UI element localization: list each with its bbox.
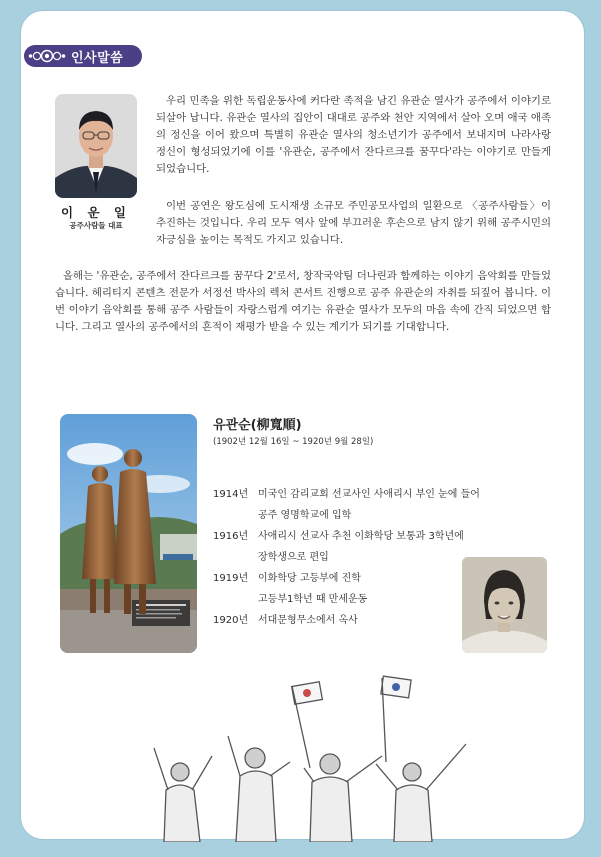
timeline-event: 서대문형무소에서 옥사 bbox=[258, 615, 358, 626]
greeting-paragraph-2: 이번 공연은 왕도심에 도시재생 소규모 주민공모사업의 일환으로 〈공주사람들〉이 추진하는 것입니다. 우리 모두 역사 앞에 부끄러운 후손으로 남지 않기 위해 공주시민의 자긍심을 높이는 목적도 가지고 있습니다. bbox=[156, 200, 551, 246]
timeline-event: 장학생으로 편입 bbox=[258, 552, 329, 563]
section-tab bbox=[24, 45, 142, 67]
section-title: 인사말씀 bbox=[71, 50, 124, 66]
timeline-row bbox=[213, 526, 553, 547]
timeline-year: 1916년 bbox=[213, 531, 249, 542]
statue-photo bbox=[60, 414, 197, 653]
author-photo bbox=[55, 94, 137, 198]
greeting-paragraph-3: 올해는 '유관순, 공주에서 잔다르크를 꿈꾸다 2'로서, 창작국악팀 더나린과 함께하는 이야기 음악회를 만들었습니다. 헤리티지 콘텐츠 전문가 서정선 박사의 렉처 콘서트 진행으로 공주 유관순의 자취를 되짚어 봅니다. 이번 이야기 음악회를 통해 공주 사람들이 자랑스럽게 여기는 유관순 열사가 모두의 마음 속에 간직 되었으면 합니다. 그리고 열사의 공주에서의 흔적이 재평가 받을 수 있는 계기가 되기를 기대합니다. bbox=[55, 270, 551, 333]
timeline-year: 1920년 bbox=[213, 615, 249, 626]
timeline-event: 공주 영명학교에 입학 bbox=[258, 510, 352, 521]
timeline-year bbox=[213, 589, 258, 610]
timeline-year: 1914년 bbox=[213, 489, 249, 500]
timeline-year bbox=[213, 547, 258, 568]
timeline-row bbox=[213, 484, 553, 505]
author-name: 이 운 일 bbox=[61, 205, 131, 220]
timeline-event: 사애리시 선교사 추천 이화학당 보통과 3학년에 bbox=[258, 531, 464, 542]
timeline-row bbox=[213, 505, 553, 526]
timeline-event: 고등부1학년 때 만세운동 bbox=[258, 594, 368, 605]
timeline-event: 이화학당 고등부에 진학 bbox=[258, 573, 361, 584]
crowd-illustration bbox=[150, 672, 480, 842]
historic-portrait-photo bbox=[462, 557, 547, 653]
greeting-paragraph-1: 우리 민족을 위한 독립운동사에 커다란 족적을 남긴 유관순 열사가 공주에서 이야기로 되살아 납니다. 유관순 열사의 집안이 대대로 공주와 천안 지역에서 살아 오며 애국 애족의 정신을 이어 왔으며 특별히 유관순 열사의 청소년기가 공주에서 보내지며 나라사랑 정신이 형성되었기에 이를 '유관순, 공주에서 잔다르크를 꿈꾸다'라는 이야기로 만들게 되었습니다. bbox=[156, 95, 551, 175]
timeline-year bbox=[213, 505, 258, 526]
bio-title: 유관순(柳寬順) bbox=[213, 418, 302, 433]
ornament-icon bbox=[27, 47, 67, 65]
timeline-year: 1919년 bbox=[213, 573, 249, 584]
bio-dates: (1902년 12월 16일 ~ 1920년 9월 28일) bbox=[213, 437, 374, 447]
timeline-event: 미국인 감리교회 선교사인 사애리시 부인 눈에 들어 bbox=[258, 489, 480, 500]
author-role: 공주사람들 대표 bbox=[69, 221, 123, 230]
